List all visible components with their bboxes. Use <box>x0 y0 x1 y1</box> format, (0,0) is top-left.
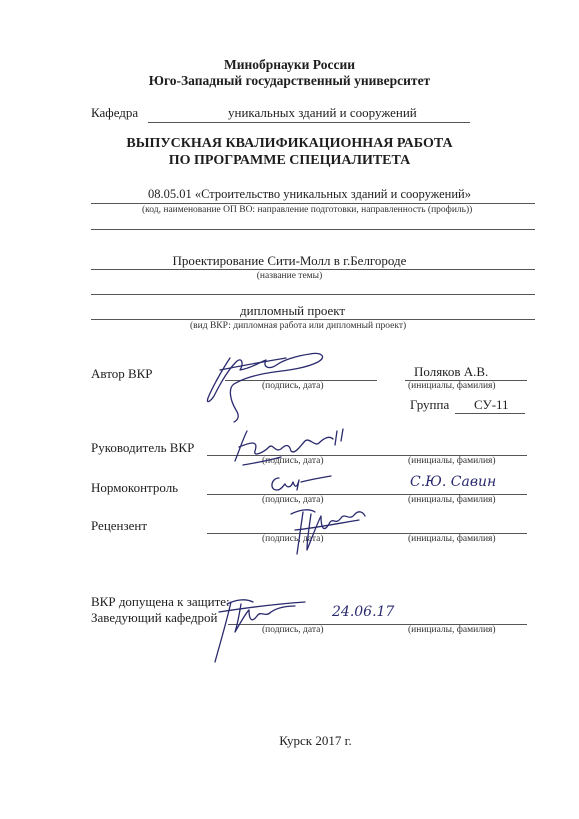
city-year: Курск 2017 г. <box>279 733 352 748</box>
normcontrol-sign-caption: (подпись, дата) <box>262 495 324 505</box>
normcontrol-name-caption: (инициалы, фамилия) <box>408 495 496 505</box>
head-sign-caption: (подпись, дата) <box>262 625 324 635</box>
work-title-line1: ВЫПУСКНАЯ КВАЛИФИКАЦИОННАЯ РАБОТА <box>126 136 453 151</box>
group-value: СУ-11 <box>474 397 509 412</box>
reviewer-label: Рецензент <box>91 518 148 533</box>
normcontrol-handwritten-name: С.Ю. Савин <box>410 474 497 490</box>
author-signature <box>200 340 340 425</box>
author-sign-caption: (подпись, дата) <box>262 381 324 391</box>
ministry-title: Минобрнауки России <box>223 57 356 72</box>
author-label: Автор ВКР <box>91 366 153 381</box>
topic-value: Проектирование Сити-Молл в г.Белгороде <box>172 253 407 268</box>
work-title-line2: ПО ПРОГРАММЕ СПЕЦИАЛИТЕТА <box>168 153 411 168</box>
normcontrol-signature <box>265 470 335 498</box>
reviewer-sign-caption: (подпись, дата) <box>262 534 324 544</box>
group-label: Группа <box>410 397 450 412</box>
work-type-underline <box>91 319 535 320</box>
program-value: 08.05.01 «Строительство уникальных зданий и сооружений» <box>147 187 471 201</box>
head-label: Заведующий кафедрой <box>91 610 218 625</box>
group-underline <box>455 413 525 414</box>
reviewer-signature <box>285 500 370 558</box>
department-underline <box>148 122 470 123</box>
supervisor-label: Руководитель ВКР <box>91 440 195 455</box>
department-label: Кафедра <box>91 105 139 120</box>
topic-underline-2 <box>91 294 535 295</box>
author-name: Поляков А.В. <box>414 364 489 379</box>
head-signature <box>205 592 315 667</box>
head-name-caption: (инициалы, фамилия) <box>408 625 496 635</box>
program-caption: (код, наименование ОП ВО: направление подготовки, направленность (профиль)) <box>142 205 473 215</box>
head-handwritten-date: 24.06.17 <box>332 604 395 620</box>
work-type-value: дипломный проект <box>240 303 346 318</box>
reviewer-name-caption: (инициалы, фамилия) <box>408 534 496 544</box>
department-value: уникальных зданий и сооружений <box>228 105 417 120</box>
supervisor-sign-caption: (подпись, дата) <box>262 456 324 466</box>
topic-underline <box>91 269 535 270</box>
supervisor-signature <box>225 425 355 470</box>
work-type-caption: (вид ВКР: дипломная работа или дипломный проект) <box>190 321 407 331</box>
author-name-caption: (инициалы, фамилия) <box>408 381 496 391</box>
program-underline-2 <box>91 229 535 230</box>
program-underline <box>91 203 535 204</box>
normcontrol-label: Нормоконтроль <box>91 480 179 495</box>
topic-caption: (название темы) <box>256 271 323 281</box>
university-title: Юго-Западный государственный университет <box>148 73 431 88</box>
supervisor-name-caption: (инициалы, фамилия) <box>408 456 496 466</box>
admission-label: ВКР допущена к защите: <box>91 594 230 609</box>
